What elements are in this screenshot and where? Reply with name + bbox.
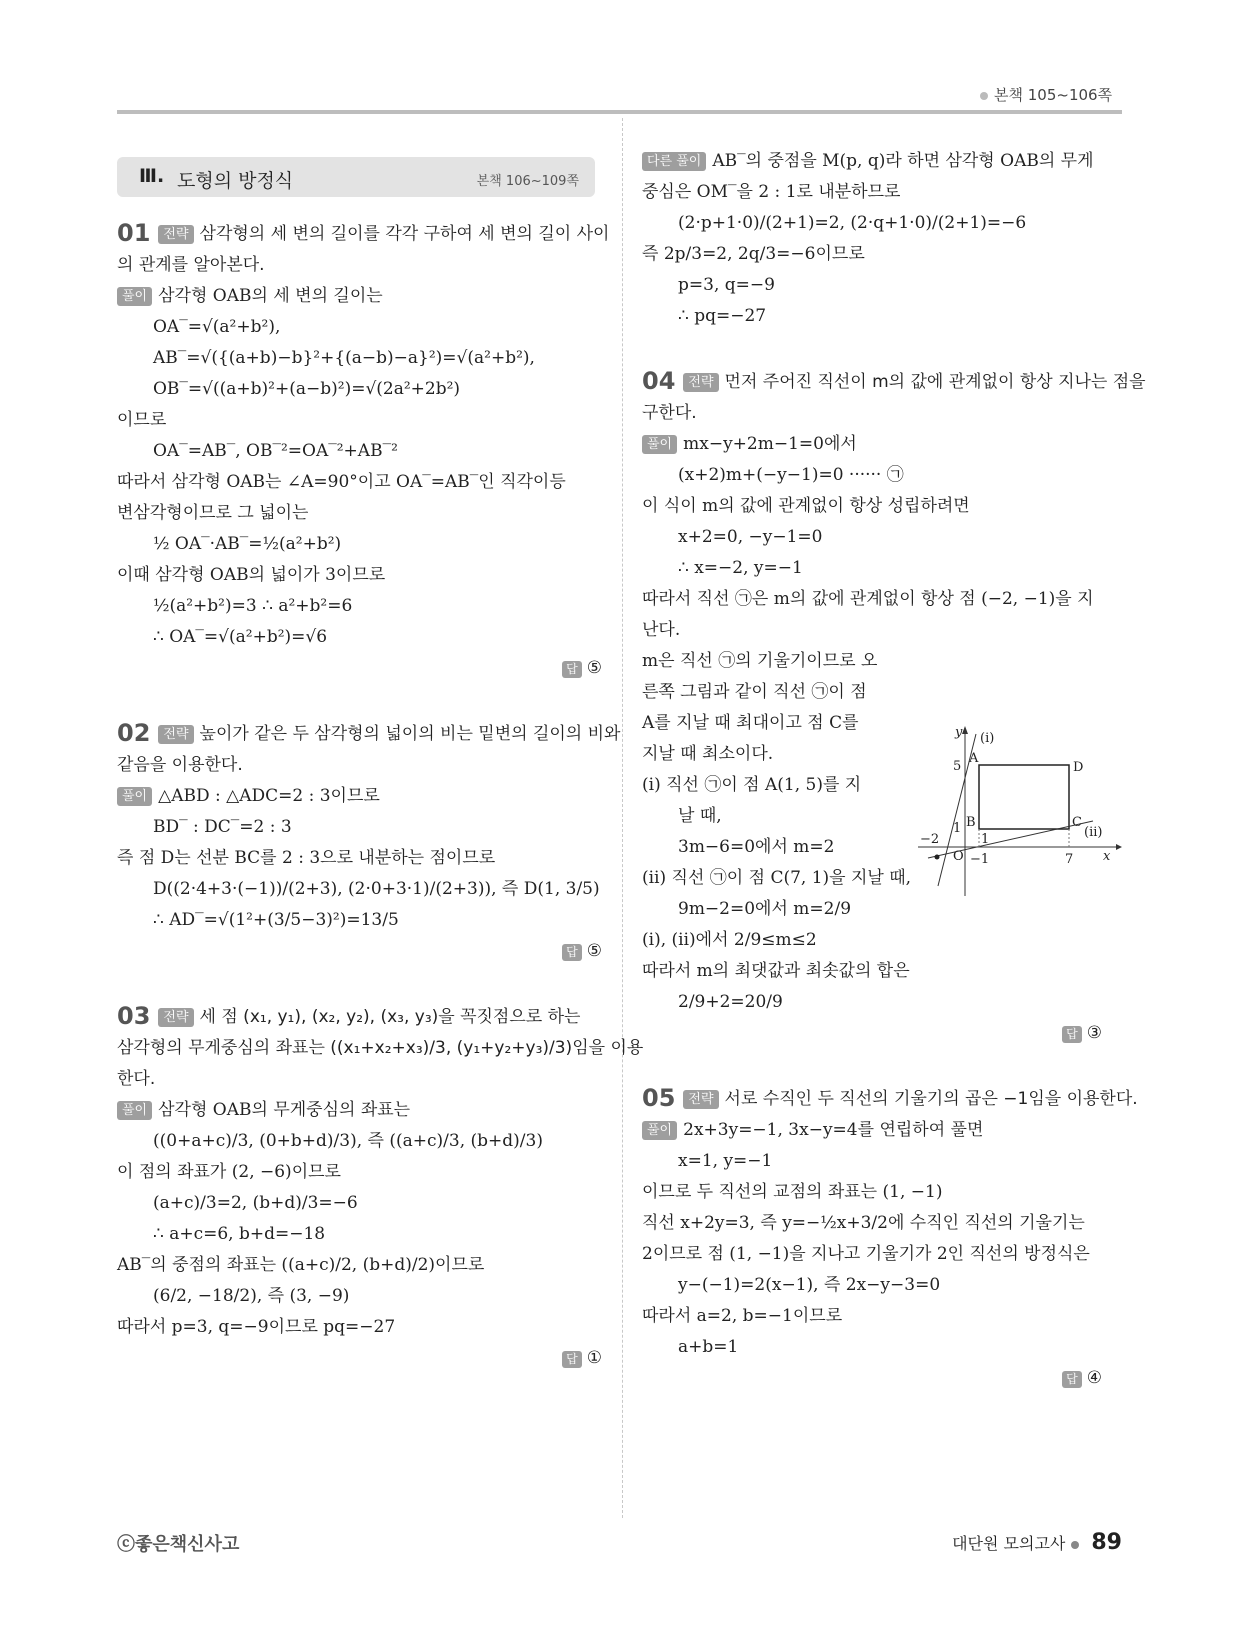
text-line: 2이므로 점 (1, −1)을 지나고 기울기가 2인 직선의 방정식은 <box>642 1244 1090 1264</box>
problem-header <box>642 366 1146 398</box>
problem-number: 05 <box>642 1084 676 1112</box>
rectangle-ABCD <box>979 765 1069 829</box>
solution-line <box>117 781 602 812</box>
strategy-tag: 전략 <box>683 373 718 392</box>
text-line: 즉 2p/3=2, 2q/3=−6이므로 <box>642 244 865 264</box>
text-line: (ⅱ) 직선 ㉠이 점 C(7, 1)을 지날 때, <box>642 868 912 888</box>
solution-tag: 풀이 <box>642 1121 677 1140</box>
bullet-icon <box>980 92 988 100</box>
text-line: (a+c)/3=2, (b+d)/3=−6 <box>153 1193 358 1213</box>
text-line: D((2·4+3·(−1))/(2+3), (2·0+3·1)/(2+3)), 즉 D(1, 3/5) <box>153 879 600 899</box>
solution-tag: 풀이 <box>117 787 152 806</box>
text-line: 이때 삼각형 OAB의 넓이가 3이므로 <box>117 565 386 585</box>
header-rule <box>117 110 1122 114</box>
text-line: (2·p+1·0)/(2+1)=2, (2·q+1·0)/(2+1)=−6 <box>678 213 1027 233</box>
answer-line <box>642 1018 1102 1049</box>
answer-tag: 답 <box>562 661 582 678</box>
strategy-text-cont: 삼각형의 무게중심의 좌표는 ((x₁+x₂+x₃)/3, (y₁+y₂+y₃)/3)임을 이용 <box>117 1038 644 1058</box>
text-line: p=3, q=−9 <box>678 275 775 295</box>
text-line: 날 때, <box>678 806 722 826</box>
x-axis-arrow-icon <box>1116 844 1122 850</box>
strategy-text-cont: 한다. <box>117 1069 156 1089</box>
text-line: 른쪽 그림과 같이 직선 ㉠이 점 <box>642 682 867 702</box>
page-number: 89 <box>1091 1530 1122 1555</box>
strategy-text-cont: 같음을 이용한다. <box>117 755 243 775</box>
section-gap <box>117 684 602 718</box>
text-line: 3m−6=0에서 m=2 <box>678 837 835 857</box>
text-line: (ⅰ), (ⅱ)에서 2/9≤m≤2 <box>642 930 817 950</box>
text-line: a+b=1 <box>678 1337 739 1357</box>
text-line: ∴ a+c=6, b+d=−18 <box>153 1224 326 1244</box>
problem-header <box>117 218 610 250</box>
problem-header <box>117 718 621 750</box>
strategy-tag: 전략 <box>158 725 193 744</box>
solution-line <box>117 1095 602 1126</box>
solution-text: 삼각형 OAB의 세 변의 길이는 <box>158 286 383 306</box>
tick-y5: 5 <box>953 759 962 774</box>
strategy-text: 서로 수직인 두 직선의 기울기의 곱은 −1임을 이용한다. <box>724 1089 1138 1109</box>
text-line: OA‾=AB‾, OB‾²=OA‾²+AB‾² <box>153 441 398 461</box>
line-i-label: (i) <box>980 731 995 746</box>
solution-text: AB‾의 중점을 M(p, q)라 하면 삼각형 OAB의 무게 <box>712 151 1094 171</box>
section-banner <box>117 157 595 197</box>
problem-header <box>642 1083 1138 1115</box>
text-line: m은 직선 ㉠의 기울기이므로 오 <box>642 651 878 671</box>
text-line: A를 지날 때 최대이고 점 C를 <box>642 713 859 733</box>
strategy-text-cont: 의 관계를 알아본다. <box>117 255 265 275</box>
text-line: (ⅰ) 직선 ㉠이 점 A(1, 5)를 지 <box>642 775 862 795</box>
answer-line <box>117 653 602 684</box>
answer-value: ④ <box>1086 1368 1102 1388</box>
bullet-icon <box>1071 1541 1079 1549</box>
tick-xneg2: −2 <box>920 832 940 847</box>
solution-tag: 풀이 <box>117 1101 152 1120</box>
section-gap <box>117 967 602 1001</box>
text-line: 직선 x+2y=3, 즉 y=−½x+3/2에 수직인 직선의 기울기는 <box>642 1213 1085 1233</box>
solution-text: mx−y+2m−1=0에서 <box>683 434 857 454</box>
text-line: x+2=0, −y−1=0 <box>678 527 823 547</box>
problem-number: 04 <box>642 367 676 395</box>
alt-solution-tag: 다른 풀이 <box>642 152 706 171</box>
answer-tag: 답 <box>1062 1371 1082 1388</box>
strategy-text: 높이가 같은 두 삼각형의 넓이의 비는 밑변의 길이의 비와 <box>199 724 621 744</box>
text-line: ∴ AD‾=√(1²+(3/5−3)²)=13/5 <box>153 910 399 930</box>
section-title: 도형의 방정식 <box>177 170 294 192</box>
point-D: D <box>1073 760 1084 775</box>
solution-text: △ABD : △ADC=2 : 3이므로 <box>158 786 380 806</box>
strategy-tag: 전략 <box>683 1090 718 1109</box>
point-C: C <box>1072 815 1082 830</box>
problem-number: 02 <box>117 719 151 747</box>
footer-chapter-label: 대단원 모의고사 <box>952 1534 1066 1553</box>
text-line: 변삼각형이므로 그 넓이는 <box>117 503 309 523</box>
answer-line <box>117 936 602 967</box>
text-line: x=1, y=−1 <box>678 1151 773 1171</box>
text-line: ∴ x=−2, y=−1 <box>678 558 803 578</box>
section-gap <box>642 1049 1102 1083</box>
text-line: 따라서 직선 ㉠은 m의 값에 관계없이 항상 점 (−2, −1)을 지 <box>642 589 1094 609</box>
problem-04-graph <box>918 726 1122 898</box>
tick-yneg1: −1 <box>970 852 990 867</box>
strategy-text-cont: 구한다. <box>642 403 697 423</box>
left-column <box>117 218 644 1374</box>
solution-line <box>642 429 1102 460</box>
text-line: AB‾의 중점의 좌표는 ((a+c)/2, (b+d)/2)이므로 <box>117 1255 485 1275</box>
point-B: B <box>966 815 976 830</box>
point-A: A <box>969 751 979 766</box>
solution-tag: 풀이 <box>642 435 677 454</box>
column-divider <box>622 118 623 1518</box>
problem-header <box>117 1001 602 1033</box>
problem-number: 03 <box>117 1002 151 1030</box>
text-line: 9m−2=0에서 m=2/9 <box>678 899 852 919</box>
text-line: y−(−1)=2(x−1), 즉 2x−y−3=0 <box>678 1275 941 1295</box>
text-line: ((0+a+c)/3, (0+b+d)/3), 즉 ((a+c)/3, (b+d)/3) <box>153 1131 543 1151</box>
text-line: ½(a²+b²)=3 ∴ a²+b²=6 <box>153 596 353 616</box>
text-line: 따라서 p=3, q=−9이므로 pq=−27 <box>117 1317 396 1337</box>
text-line: 즉 점 D는 선분 BC를 2 : 3으로 내분하는 점이므로 <box>117 848 496 868</box>
tick-y1: 1 <box>953 821 962 836</box>
text-line: (x+2)m+(−y−1)=0 ······ ㉠ <box>678 465 904 485</box>
answer-value: ⑤ <box>586 941 602 961</box>
publisher-logo: ⓒ좋은책신사고 <box>117 1534 240 1555</box>
text-line: ∴ OA‾=√(a²+b²)=√6 <box>153 627 328 647</box>
strategy-text: 세 점 (x₁, y₁), (x₂, y₂), (x₃, y₃)을 꼭짓점으로 하는 <box>199 1007 581 1027</box>
text-line: 이 식이 m의 값에 관계없이 항상 성립하려면 <box>642 496 970 516</box>
fixed-point <box>935 855 940 860</box>
text-line: ∴ pq=−27 <box>678 306 767 326</box>
text-line: 따라서 삼각형 OAB는 ∠A=90°이고 OA‾=AB‾인 직각이등 <box>117 472 566 492</box>
section-number: Ⅲ. <box>139 165 165 187</box>
answer-tag: 답 <box>1062 1026 1082 1043</box>
solution-tag: 풀이 <box>117 287 152 306</box>
strategy-tag: 전략 <box>158 225 193 244</box>
answer-line <box>642 1363 1102 1394</box>
section-gap <box>642 332 1102 366</box>
y-axis-arrow-icon <box>962 726 968 734</box>
text-line: OB‾=√((a+b)²+(a−b)²)=√(2a²+2b²) <box>153 379 461 399</box>
text-line: (6/2, −18/2), 즉 (3, −9) <box>153 1286 350 1306</box>
tick-x1: 1 <box>981 832 990 847</box>
y-axis-label: y <box>955 726 963 740</box>
solution-line <box>117 281 602 312</box>
solution-text: 2x+3y=−1, 3x−y=4를 연립하여 풀면 <box>683 1120 984 1140</box>
strategy-text: 삼각형의 세 변의 길이를 각각 구하여 세 변의 길이 사이 <box>199 224 610 244</box>
text-line: 지날 때 최소이다. <box>642 744 774 764</box>
answer-tag: 답 <box>562 1351 582 1368</box>
section-page-reference: 본책 106~109쪽 <box>476 174 579 189</box>
strategy-tag: 전략 <box>158 1008 193 1027</box>
book-page-reference: 본책 105~106쪽 <box>980 84 1112 105</box>
strategy-text: 먼저 주어진 직선이 m의 값에 관계없이 항상 지나는 점을 <box>724 372 1146 392</box>
text-line: 중심은 OM‾을 2 : 1로 내분하므로 <box>642 182 901 202</box>
answer-value: ① <box>586 1348 602 1368</box>
answer-value: ③ <box>1086 1023 1102 1043</box>
text-line: 난다. <box>642 620 681 640</box>
text-line: ½ OA‾·AB‾=½(a²+b²) <box>153 534 342 554</box>
text-line: BD‾ : DC‾=2 : 3 <box>153 817 292 837</box>
text-line: 이므로 두 직선의 교점의 좌표는 (1, −1) <box>642 1182 943 1202</box>
line-ii-label: (ii) <box>1084 825 1103 840</box>
text-line: 2/9+2=20/9 <box>678 992 783 1012</box>
answer-line <box>117 1343 602 1374</box>
tick-x7: 7 <box>1065 852 1074 867</box>
text-line: OA‾=√(a²+b²), <box>153 317 281 337</box>
text-line: 이 점의 좌표가 (2, −6)이므로 <box>117 1162 341 1182</box>
footer-page-info <box>952 1530 1122 1555</box>
text-line: AB‾=√({(a+b)−b}²+{(a−b)−a}²)=√(a²+b²), <box>153 348 535 368</box>
origin-label: O <box>953 849 964 864</box>
text-line: 이므로 <box>117 410 167 430</box>
x-axis-label: x <box>1103 849 1111 864</box>
text-line: 따라서 m의 최댓값과 최솟값의 합은 <box>642 961 910 981</box>
alt-solution-line <box>642 146 1102 177</box>
problem-number: 01 <box>117 219 151 247</box>
answer-tag: 답 <box>562 944 582 961</box>
answer-value: ⑤ <box>586 658 602 678</box>
solution-text: 삼각형 OAB의 무게중심의 좌표는 <box>158 1100 411 1120</box>
text-line: 따라서 a=2, b=−1이므로 <box>642 1306 843 1326</box>
solution-line <box>642 1115 1102 1146</box>
